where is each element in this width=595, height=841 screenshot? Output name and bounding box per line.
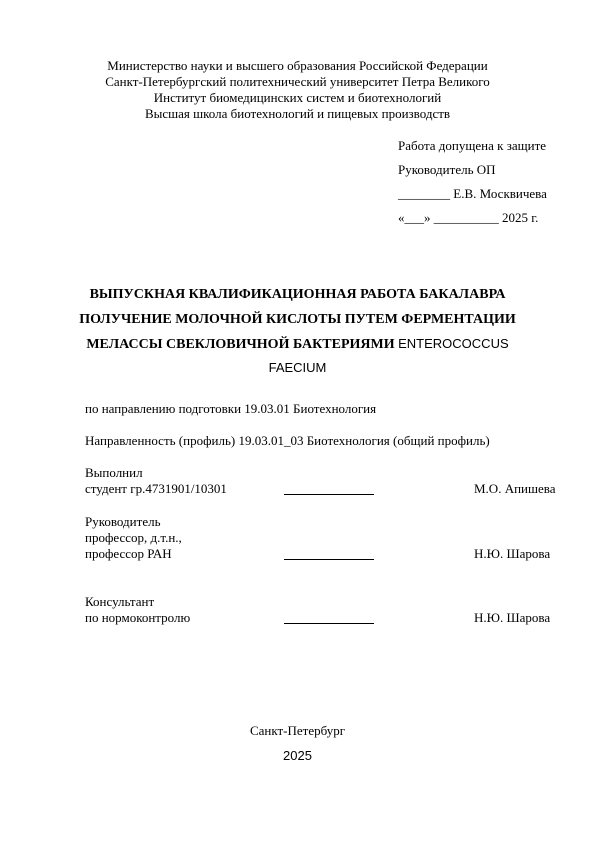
approval-head: Руководитель ОП	[398, 162, 496, 177]
thesis-topic-line2-bold: МЕЛАССЫ СВЕКЛОВИЧНОЙ БАКТЕРИЯМИ	[86, 337, 395, 352]
thesis-topic-line2	[0, 336, 595, 353]
consultant-role-detail: по нормоконтролю	[85, 610, 191, 625]
student-role-label: Выполнил	[85, 465, 143, 480]
study-direction: по направлению подготовки 19.03.01 Биотехнология	[85, 401, 377, 416]
ministry-line: Министерство науки и высшего образования Российской Федерации	[107, 58, 488, 73]
institute-line: Институт биомедицинских систем и биотехнологий	[153, 90, 442, 105]
supervisor-degree-label: профессор, д.т.н.,	[85, 530, 182, 545]
supervisor-name: Н.Ю. Шарова	[474, 546, 551, 561]
consultant-name: Н.Ю. Шарова	[474, 610, 551, 625]
city: Санкт-Петербург	[249, 723, 346, 738]
approval-admitted: Работа допущена к защите	[398, 138, 547, 153]
school-line: Высшая школа биотехнологий и пищевых производств	[144, 106, 451, 121]
student-group-label: студент гр.4731901/10301	[85, 481, 227, 496]
thesis-topic-organism-species: FAECIUM	[268, 360, 327, 375]
supervisor-role-label: Руководитель	[85, 514, 161, 529]
thesis-topic-organism-genus: ENTEROCOCCUS	[398, 336, 509, 351]
thesis-topic-line1: ПОЛУЧЕНИЕ МОЛОЧНОЙ КИСЛОТЫ ПУТЕМ ФЕРМЕНТАЦИИ	[79, 312, 516, 327]
supervisor-signature-line	[284, 559, 374, 560]
consultant-role-label: Консультант	[85, 594, 155, 609]
approval-date: «___» __________ 2025 г.	[398, 210, 539, 225]
supervisor-title-label: профессор РАН	[85, 546, 172, 561]
university-line: Санкт-Петербургский политехнический университет Петра Великого	[105, 74, 490, 89]
year: 2025	[283, 748, 312, 763]
approval-signature: ________ Е.В. Москвичева	[398, 186, 547, 201]
student-name: М.О. Апишева	[474, 481, 556, 496]
thesis-type-title: ВЫПУСКНАЯ КВАЛИФИКАЦИОННАЯ РАБОТА БАКАЛАВРА	[89, 287, 506, 302]
consultant-signature-line	[284, 623, 374, 624]
study-profile: Направленность (профиль) 19.03.01_03 Биотехнология (общий профиль)	[85, 433, 490, 448]
student-signature-line	[284, 494, 374, 495]
